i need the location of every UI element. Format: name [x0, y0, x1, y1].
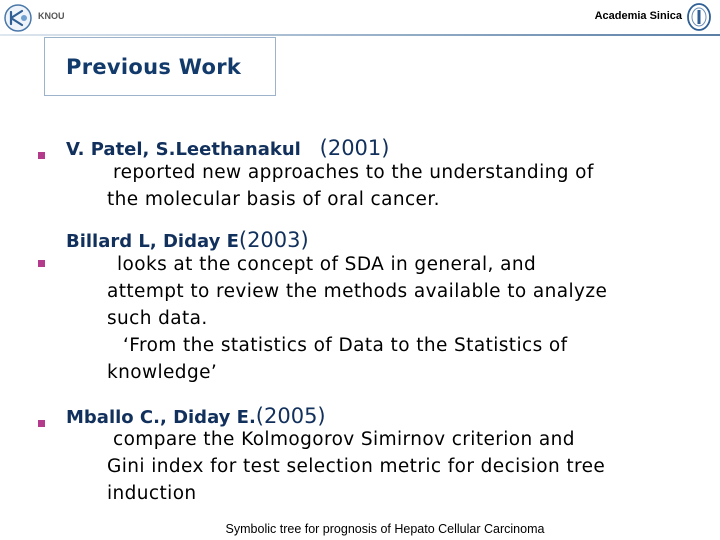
entry-authors: V. Patel, S.Leethanakul: [66, 139, 301, 160]
description-line: looks at the concept of SDA in general, and: [117, 254, 537, 275]
entry-authors: Billard L, Diday E: [66, 231, 239, 252]
description-line: such data.: [107, 308, 208, 329]
entry-year: (2003): [238, 228, 309, 252]
slide-footer: Symbolic tree for prognosis of Hepato Cellular Carcinoma: [225, 522, 545, 536]
description-line: induction: [107, 483, 197, 504]
entry-heading: [66, 404, 697, 428]
academia-sinica-logo-icon: [686, 2, 712, 32]
entry-description: [107, 251, 697, 386]
entry-heading: [66, 136, 697, 160]
entry-description: [107, 426, 697, 507]
entry-authors: Mballo C., Diday E.: [66, 407, 256, 428]
entry-heading: [66, 228, 697, 252]
header-divider: [0, 34, 720, 36]
description-line: reported new approaches to the understanding of: [113, 162, 594, 183]
entry-description: [107, 159, 697, 213]
slide-title: Previous Work: [66, 55, 242, 79]
entry-patel: [66, 136, 697, 213]
bullet-icon: [38, 420, 45, 427]
entry-year: (2001): [319, 136, 390, 160]
description-line: compare the Kolmogorov Simirnov criterion and: [113, 429, 575, 450]
entry-year: (2005): [255, 404, 326, 428]
entry-billard: [66, 228, 697, 386]
description-line: ‘From the statistics of Data to the Statistics of: [123, 335, 568, 356]
description-line: Gini index for test selection metric for decision tree: [107, 456, 606, 477]
description-line: knowledge’: [107, 362, 218, 383]
entry-mballo: [66, 404, 697, 507]
description-line: the molecular basis of oral cancer.: [107, 189, 440, 210]
knou-logo-icon: [3, 3, 33, 33]
knou-logo-text: KNOU: [38, 11, 65, 21]
bullet-icon: [38, 260, 45, 267]
description-line: attempt to review the methods available to analyze: [107, 281, 608, 302]
institution-name: Academia Sinica: [594, 10, 682, 22]
bullet-icon: [38, 152, 45, 159]
